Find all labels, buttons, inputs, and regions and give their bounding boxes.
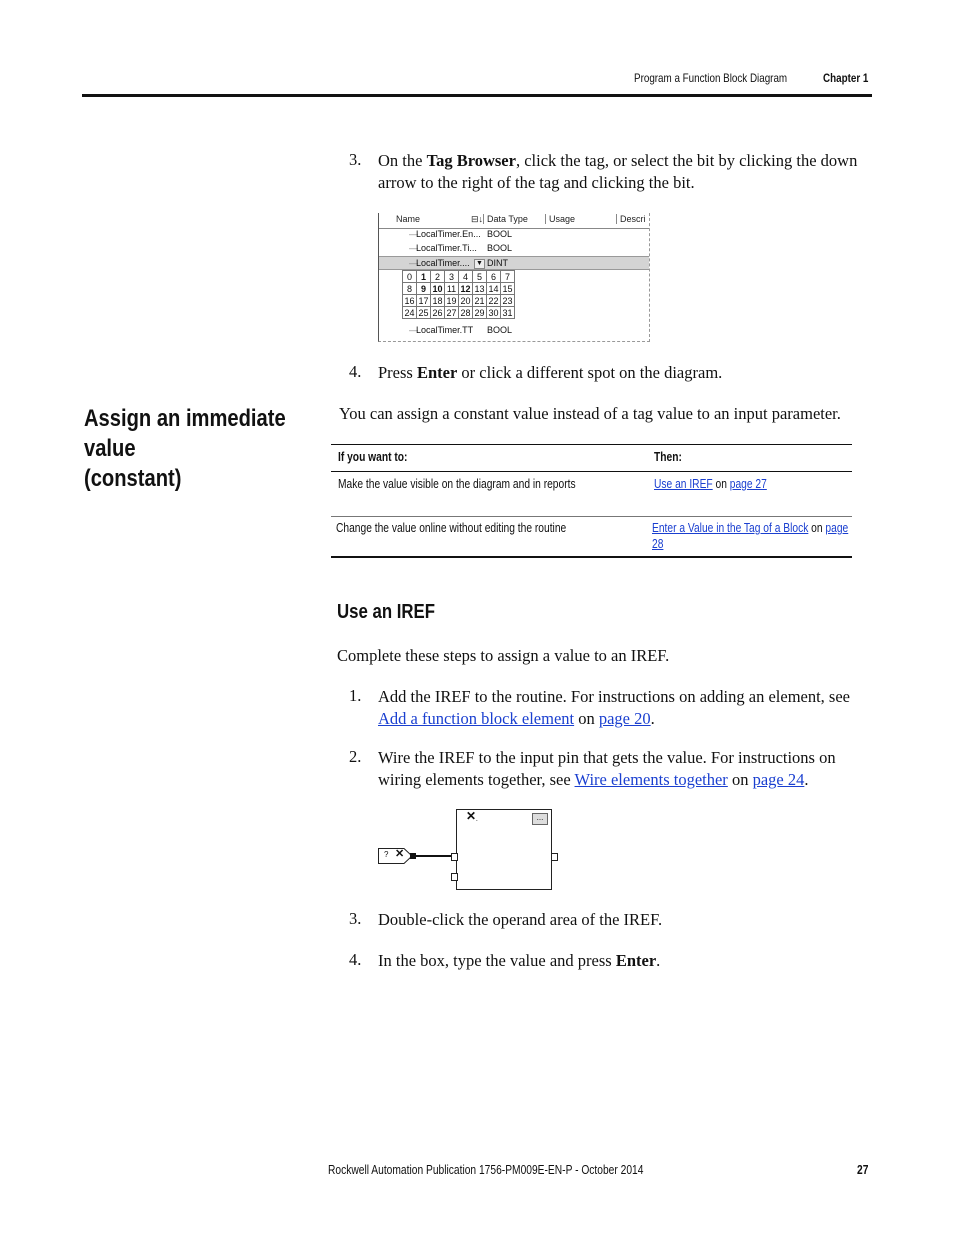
output-pin[interactable] (551, 853, 558, 861)
bit-cell[interactable]: 5 (473, 271, 487, 283)
function-block[interactable]: ✕ . ... (456, 809, 552, 890)
properties-button[interactable]: ... (532, 813, 548, 825)
column-name: Name (396, 214, 421, 224)
link-wire-elements-together[interactable]: Wire elements together (574, 769, 728, 789)
tag-browser-header (379, 213, 649, 229)
link-page-28-cont[interactable]: 28 (652, 537, 664, 551)
bit-selector (402, 270, 515, 319)
step-number: 2. (349, 747, 362, 766)
table-bottom-rule (331, 556, 852, 558)
link-page-20[interactable]: page 20 (598, 708, 651, 728)
column-usage: Usage (545, 214, 575, 224)
step-text: Add the IREF to the routine. For instructions on adding an element, see Add a function block element on page 20. (378, 687, 850, 728)
bit-cell[interactable]: 3 (445, 271, 459, 283)
input-pin[interactable] (451, 853, 458, 861)
tag-row[interactable]: — LocalTimer.En... BOOL (409, 229, 513, 239)
bit-cell[interactable]: 2 (431, 271, 445, 283)
iref-operand[interactable]: ? (384, 850, 389, 859)
bit-cell[interactable]: 30 (488, 307, 499, 318)
subsection-intro: Complete these steps to assign a value to an IREF. (337, 646, 670, 665)
table-header-left: If you want to: (338, 450, 408, 464)
bit-cell[interactable]: 12 (460, 283, 471, 294)
bit-cell[interactable]: 13 (474, 283, 485, 294)
iref-element[interactable] (378, 848, 408, 863)
dropdown-arrow-icon[interactable]: ▼ (474, 259, 485, 269)
running-header-title: Program a Function Block Diagram (634, 71, 788, 85)
link-enter-value-in-tag[interactable]: Enter a Value in the Tag of a Block (652, 521, 809, 535)
link-use-an-iref[interactable]: Use an IREF (654, 477, 713, 491)
pin-x-icon: ✕ (466, 809, 477, 823)
bit-cell[interactable]: 17 (418, 295, 429, 306)
section-heading: Assign an immediate value (constant) (84, 405, 286, 492)
bit-cell[interactable]: 23 (502, 295, 513, 306)
tag-row-selected[interactable]: — LocalTimer.... ▼ DINT (379, 256, 649, 270)
step-text: Wire the IREF to the input pin that gets the value. For instructions on wiring elements together, see Wire elements together on page 24. (378, 748, 836, 789)
bit-cell[interactable]: 11 (445, 283, 459, 295)
page-number: 27 (857, 1163, 869, 1177)
bit-cell[interactable]: 4 (459, 271, 473, 283)
input-pin[interactable] (451, 873, 458, 881)
table-top-rule (331, 444, 852, 445)
step-number: 4. (349, 362, 362, 381)
section-intro: You can assign a constant value instead of a tag value to an input parameter. (339, 404, 841, 423)
bit-cell[interactable]: 22 (488, 295, 499, 306)
bit-cell[interactable]: 6 (487, 271, 501, 283)
bit-cell[interactable]: 15 (502, 283, 513, 294)
bit-cell[interactable]: 9 (417, 283, 431, 295)
bit-cell[interactable]: 20 (460, 295, 471, 306)
step-text: On the Tag Browser, click the tag, or select the bit by clicking the down arrow to the right of the tag and clicking the bit. (378, 151, 858, 192)
table-header-right: Then: (654, 450, 682, 464)
tag-row[interactable]: — LocalTimer.Ti... BOOL (409, 243, 513, 253)
footer-publication: Rockwell Automation Publication 1756-PM009E-EN-P - October 2014 (328, 1163, 644, 1177)
step-number: 3. (349, 150, 362, 169)
step-number: 1. (349, 686, 362, 705)
pin-x-icon: ✕ (395, 848, 405, 860)
column-data-type: Data Type (483, 214, 528, 224)
bit-cell[interactable]: 25 (418, 307, 429, 318)
table-header-rule (331, 471, 852, 472)
tag-browser-screenshot (378, 213, 650, 342)
link-page-27[interactable]: page 27 (729, 477, 767, 491)
bit-cell[interactable]: 31 (502, 307, 513, 318)
bit-cell[interactable]: 1 (417, 271, 431, 283)
step-text: In the box, type the value and press Enter. (378, 951, 661, 970)
bit-cell[interactable]: 7 (501, 271, 515, 283)
running-header-chapter: Chapter 1 (823, 71, 869, 85)
bit-cell[interactable]: 24 (404, 307, 415, 318)
subsection-heading: Use an IREF (337, 601, 436, 623)
bit-cell[interactable]: 18 (432, 295, 443, 306)
column-description: Descri (616, 214, 646, 224)
filter-icon: ⊟↓ (471, 214, 484, 224)
link-page-28[interactable]: page (825, 521, 849, 535)
bit-cell[interactable]: 14 (488, 283, 499, 294)
bit-cell[interactable]: 28 (460, 307, 471, 318)
bit-cell[interactable]: 8 (403, 283, 417, 295)
bit-cell[interactable]: 21 (474, 295, 485, 306)
table-row-1-action: Use an IREF on page 27 (654, 477, 767, 491)
step-text: Press Enter or click a different spot on the diagram. (378, 363, 723, 382)
step-number: 4. (349, 950, 362, 969)
bit-cell[interactable]: 27 (446, 307, 457, 318)
bit-cell[interactable]: 0 (403, 271, 417, 283)
table-row-rule (331, 516, 852, 517)
wire (415, 855, 452, 857)
header-rule (82, 94, 872, 97)
table-row-2-action: Enter a Value in the Tag of a Block on page (652, 521, 849, 535)
table-row-2-condition: Change the value online without editing the routine (336, 521, 567, 535)
table-row-1-condition: Make the value visible on the diagram and in reports (338, 477, 576, 491)
bit-cell[interactable]: 19 (446, 295, 457, 306)
step-text: Double-click the operand area of the IREF. (378, 910, 663, 929)
bit-cell[interactable]: 10 (432, 283, 443, 294)
bit-cell[interactable]: 26 (432, 307, 443, 318)
step-number: 3. (349, 909, 362, 928)
link-add-function-block-element[interactable]: Add a function block element (378, 708, 575, 728)
tag-row[interactable]: — LocalTimer.TT BOOL (409, 325, 513, 335)
bit-cell[interactable]: 29 (474, 307, 485, 318)
link-page-24[interactable]: page 24 (752, 769, 805, 789)
bit-cell[interactable]: 16 (404, 295, 415, 306)
